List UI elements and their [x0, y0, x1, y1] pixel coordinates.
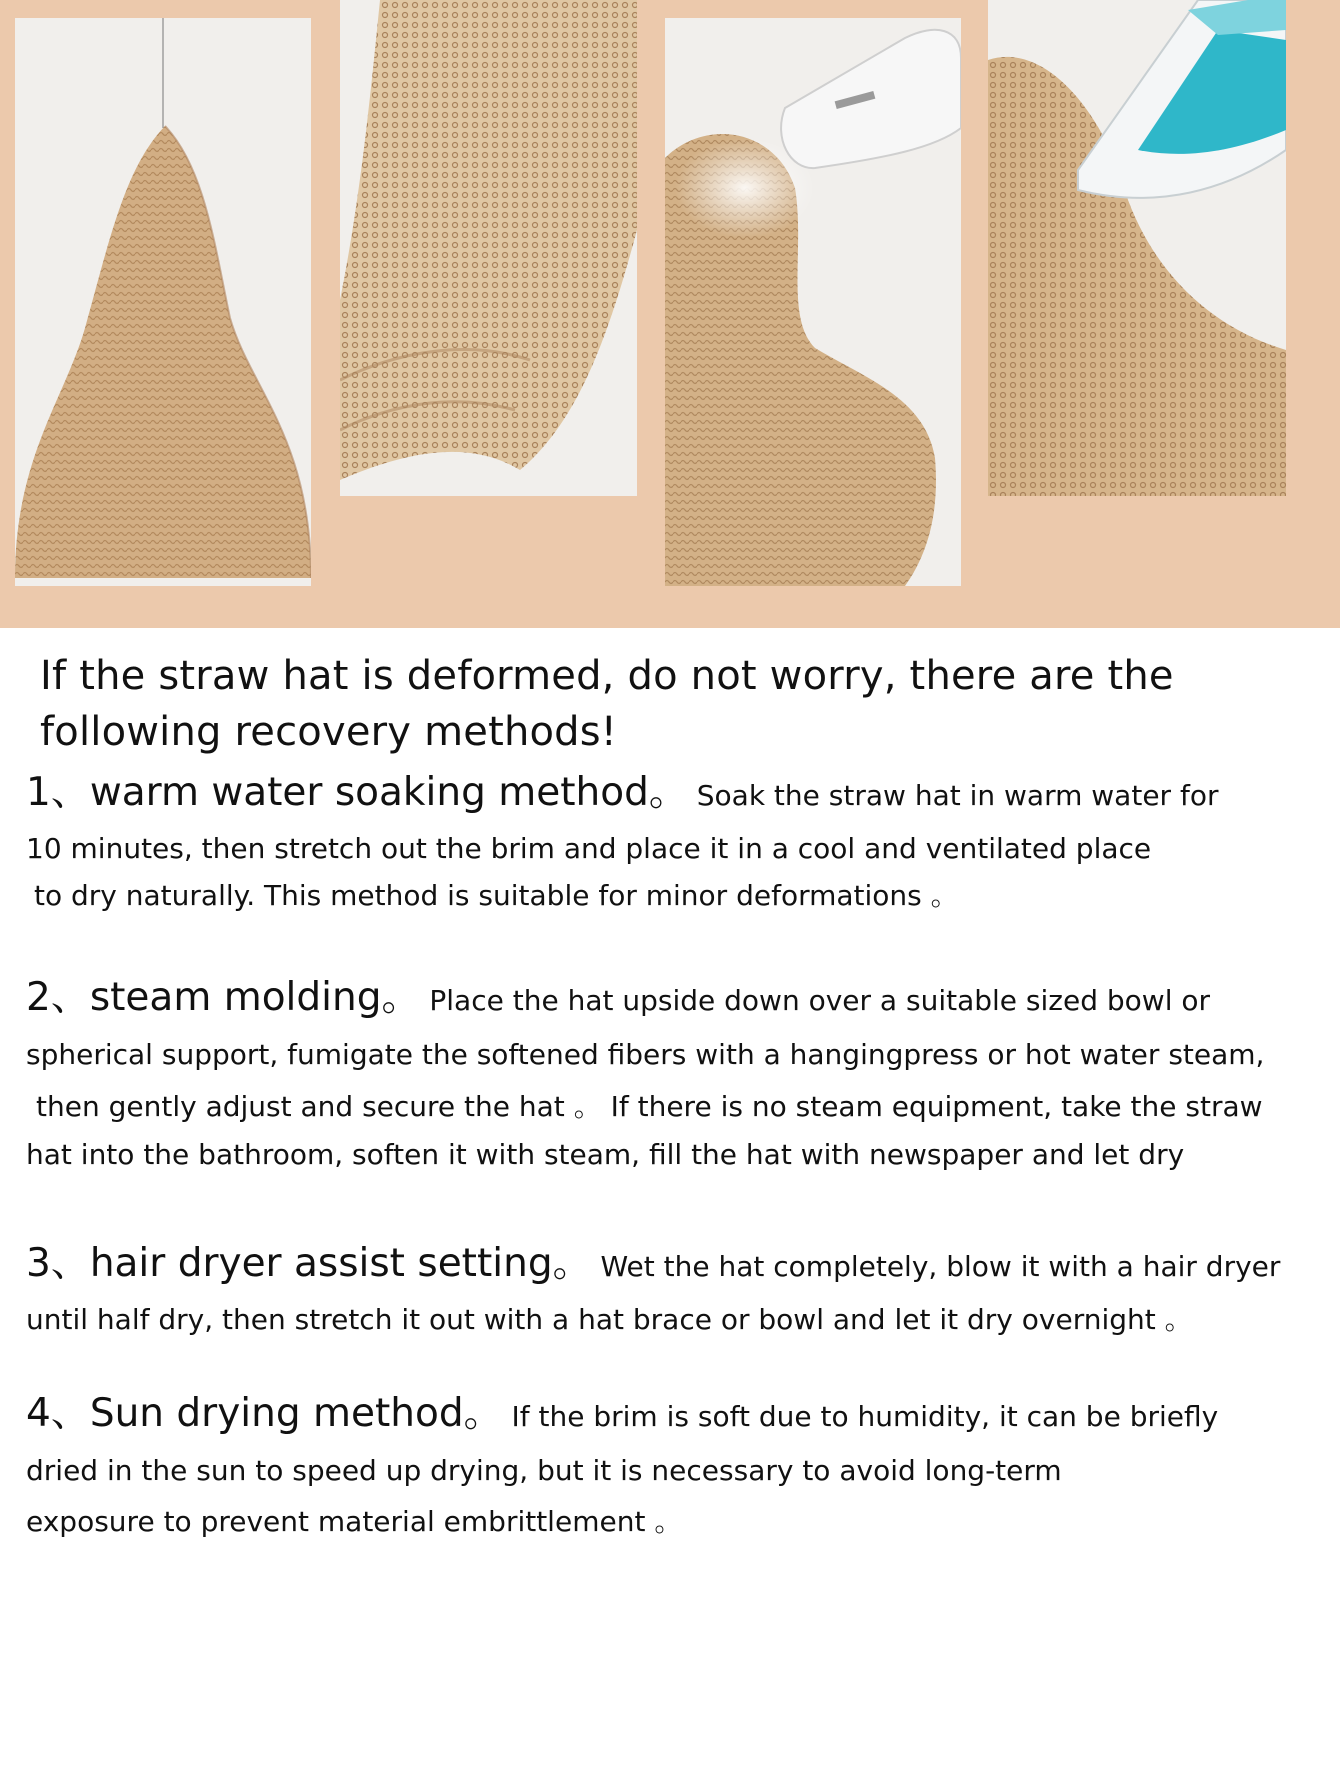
method-first-line: [26, 766, 1326, 822]
photo-panel-brim-closeup: [340, 0, 637, 496]
method-text: to dry naturally. This method is suitable for minor deformations 。: [34, 879, 959, 912]
method-first-line: [26, 1387, 1326, 1443]
method-text: If the brim is soft due to humidity, it can be briefly: [511, 1400, 1219, 1433]
page-title: If the straw hat is deformed, do not worry, there are the following recovery methods!: [40, 653, 1174, 755]
method-text: Soak the straw hat in warm water for: [696, 779, 1219, 812]
photo-panel-hair-dryer: [665, 18, 961, 586]
method-text: until half dry, then stretch it out with a hat brace or bowl and let it dry overnight 。: [26, 1303, 1193, 1336]
straw-hat-brim-closeup-icon: [340, 0, 637, 496]
method-steam-molding: [26, 971, 1326, 1179]
photo-panel-steam-iron: [988, 0, 1286, 496]
method-text: spherical support, fumigate the softened fibers with a hangingpress or hot water steam,: [26, 1038, 1265, 1071]
method-title: 1、warm water soaking method。: [26, 770, 688, 815]
method-title: 3、hair dryer assist setting。: [26, 1241, 592, 1286]
method-text: Place the hat upside down over a suitable sized bowl or: [429, 984, 1211, 1017]
method-text: Wet the hat completely, blow it with a hair dryer: [600, 1250, 1281, 1283]
method-text: 10 minutes, then stretch out the brim and place it in a cool and ventilated place: [26, 832, 1152, 865]
method-sun-drying: [26, 1387, 1326, 1545]
photo-banner: [0, 0, 1340, 628]
method-warm-water-soaking: [26, 766, 1326, 917]
method-title: 2、steam molding。: [26, 975, 421, 1020]
method-first-line: [26, 971, 1326, 1027]
method-title: 4、Sun drying method。: [26, 1391, 503, 1436]
method-text: dried in the sun to speed up drying, but it is necessary to avoid long-term: [26, 1454, 1062, 1487]
method-first-line: [26, 1237, 1326, 1293]
cone-straw-hat-icon: [15, 18, 311, 586]
method-hair-dryer-assist: [26, 1237, 1326, 1346]
steam-iron-icon: [988, 0, 1286, 496]
hair-dryer-icon: [665, 18, 961, 586]
method-text: then gently adjust and secure the hat 。 If there is no steam equipment, take the straw: [36, 1090, 1263, 1123]
method-text: exposure to prevent material embrittlement 。: [26, 1505, 683, 1538]
photo-panel-cone-hat: [15, 18, 311, 586]
method-text: hat into the bathroom, soften it with steam, fill the hat with newspaper and let dry: [26, 1138, 1185, 1171]
